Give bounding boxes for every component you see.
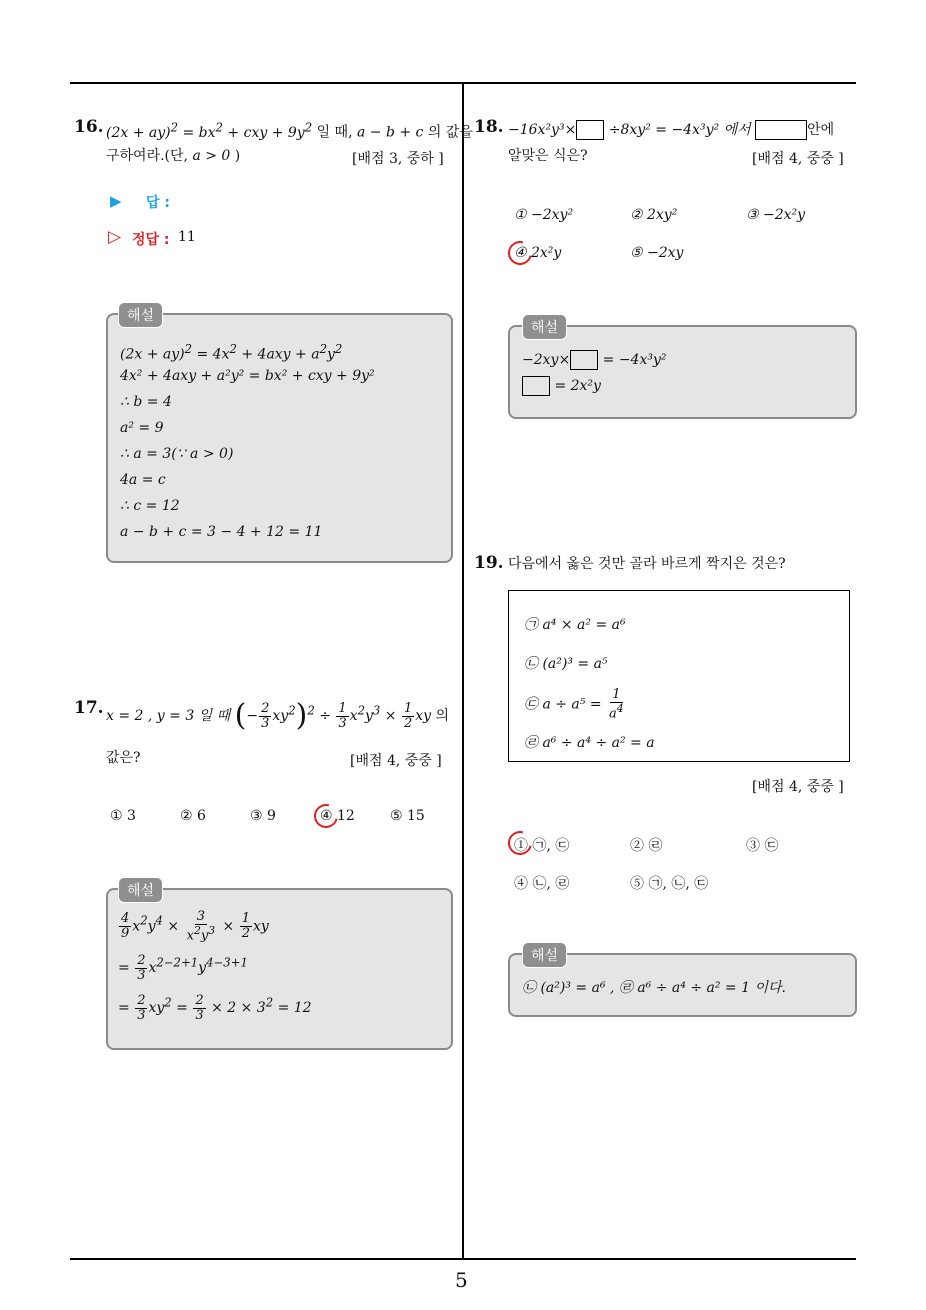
q19-sol-line: ㉡ (a²)³ = a⁶ , ㉣ a⁶ ÷ a⁴ ÷ a² = 1 이다. [522, 980, 786, 996]
q18-choice-5[interactable]: ⑤ −2xy [630, 245, 684, 261]
correct-arrow-icon: ▷ [108, 227, 122, 247]
q17-sol-line-2: = $\frac{2}{3}$ $xy^2$ = $\frac{2}{3}$ × $2 \times 3^2 = 12$ [118, 993, 312, 1023]
q18-tail: 안에 [807, 122, 835, 138]
q19-solution-tag: 해설 [522, 942, 567, 968]
q18-sol-blank-1 [570, 350, 598, 370]
q19-choice-2[interactable]: ② ㉣ [630, 838, 663, 854]
q16-answer-label: 답 : [146, 195, 170, 211]
q16-line1: $(2x + ay)^2 = bx^2$ + cxy + $9y^2$ 일 때, a − b + c 의 값을 [106, 120, 473, 141]
q17-cond: x = 2 , y = 3 일 때 [106, 708, 231, 724]
q16-sol-line-1: 4x² + 4axy + a²y² = bx² + cxy + 9y² [120, 368, 375, 384]
q18-solution-tag: 해설 [522, 314, 567, 340]
q19-choice-1[interactable]: ① ㉠, ㉢ [514, 838, 570, 854]
q16-grade: [배점 3, 중하 ] [352, 151, 444, 167]
q19-choice-4[interactable]: ④ ㉡, ㉣ [514, 876, 570, 892]
q16-line1-tail: 일 때, [312, 124, 357, 141]
q16-sol-line-0: $(2x + ay)^2 = 4x^2 + 4axy + a^2y^2$ [120, 342, 343, 363]
q19-item-1: ㉠ a⁴ × a² = a⁶ [524, 617, 626, 633]
q19-number: 19. [474, 553, 504, 573]
answer-arrow-icon: ▶ [110, 192, 122, 210]
q16-sol-line-4: ∴ a = 3(∵ a > 0) [120, 446, 234, 462]
q16-correct-label: 정답 : [132, 232, 170, 248]
page-number: 5 [455, 1268, 468, 1292]
q16-line1-end: 의 값을 [423, 124, 473, 141]
q17-choice-2[interactable]: ② 6 [180, 808, 206, 824]
q16-solution-tag: 해설 [118, 302, 163, 328]
q18-sol-blank-2 [522, 376, 550, 396]
q16-number: 16. [74, 117, 104, 137]
q17-choice-3[interactable]: ③ 9 [250, 808, 276, 824]
q18-sol-b: = −4x³y² [598, 352, 667, 368]
q17-sol-line-1: = $\frac{2}{3}$ $x^{2-2+1}y^{4-3+1}$ [118, 953, 248, 983]
bottom-rule [70, 1258, 856, 1260]
q19-question: 다음에서 옳은 것만 골라 바르게 짝지은 것은? [508, 556, 786, 572]
q17-tail: 의 [431, 708, 450, 724]
q18-answer-circle-icon [504, 237, 537, 270]
q17-solution-tag: 해설 [118, 877, 163, 903]
q18-number: 18. [474, 117, 504, 137]
q18-sol-line2: = 2x²y [550, 378, 601, 394]
q16-sol-line-6: ∴ c = 12 [120, 498, 180, 514]
q18-choice-1[interactable]: ① −2xy² [514, 207, 574, 223]
q19-item-3: ㉢ a ÷ a⁵ = [524, 696, 607, 713]
q17-choice-5[interactable]: ⑤ 15 [390, 808, 425, 824]
q17-number: 17. [74, 698, 104, 718]
q17-answer-circle-icon [310, 800, 343, 833]
q17-grade: [배점 4, 중중 ] [350, 753, 442, 769]
q16-sol-line-3: a² = 9 [120, 420, 164, 436]
q18-choice-2[interactable]: ② 2xy² [630, 207, 678, 223]
q18-blank-1 [576, 120, 604, 140]
q18-sol-a: −2xy× [522, 352, 571, 368]
q18-mid: ÷8xy² = −4x³y² 에서 [604, 122, 756, 138]
q17-line2: 값은? [106, 750, 141, 766]
q17-sol-result: = 12 [273, 1000, 312, 1017]
q16-line2 [106, 148, 240, 165]
q18-sol-line-0 [522, 350, 667, 370]
q17-choice-1[interactable]: ① 3 [110, 808, 136, 824]
q16-sol-line-5: 4a = c [120, 472, 166, 488]
q18-blank-2 [755, 120, 807, 140]
q16-sol-line-2: ∴ b = 4 [120, 394, 172, 410]
q17-sol-line-0: $\frac{4}{9}$ $x^2y^4$ × $\frac{3}{x^2y^3}$ × $\frac{1}{2}$ xy [121, 909, 269, 943]
q18-choice-4[interactable]: ④ 2x²y [514, 245, 562, 261]
q17-line1: x = 2 , y = 3 일 때 (− $\frac{2}{3}$ $xy^2)^2$ ÷ $\frac{1}{3}$ $x^2y^3$ × $\frac{1}{2}$ xy 의 [106, 698, 450, 733]
q18-grade: [배점 4, 중중 ] [752, 151, 844, 167]
q18-lead: −16x²y³× [508, 122, 577, 138]
q18-line1 [508, 120, 834, 140]
q16-sol-line-7: a − b + c = 3 − 4 + 12 = 11 [120, 524, 323, 540]
q16-cond: a > 0 [192, 148, 231, 164]
q19-item-3-wrap: ㉢ a ÷ a⁵ = $\frac{1}{a^4}$ [524, 687, 624, 721]
q19-item-4: ㉣ a⁶ ÷ a⁴ ÷ a² = a [524, 735, 655, 751]
q17-choice-4[interactable]: ④ 12 [320, 808, 355, 824]
q19-item-2: ㉡ (a²)³ = a⁵ [524, 656, 608, 672]
column-divider [462, 82, 464, 1260]
q18-choice-3[interactable]: ③ −2x²y [746, 207, 806, 223]
q16-expr: a − b + c [356, 124, 424, 141]
q19-choice-5[interactable]: ⑤ ㉠, ㉡, ㉢ [630, 876, 709, 892]
q16-line2-b: ) [230, 148, 241, 164]
q18-line2: 알맞은 식은? [508, 148, 588, 164]
q16-correct-value: 11 [178, 229, 196, 245]
q19-grade: [배점 4, 중중 ] [752, 779, 844, 795]
q18-sol-line-1 [522, 376, 601, 396]
q19-choice-3[interactable]: ③ ㉢ [746, 838, 779, 854]
q16-line2-a: 구하여라.(단, [106, 148, 193, 164]
